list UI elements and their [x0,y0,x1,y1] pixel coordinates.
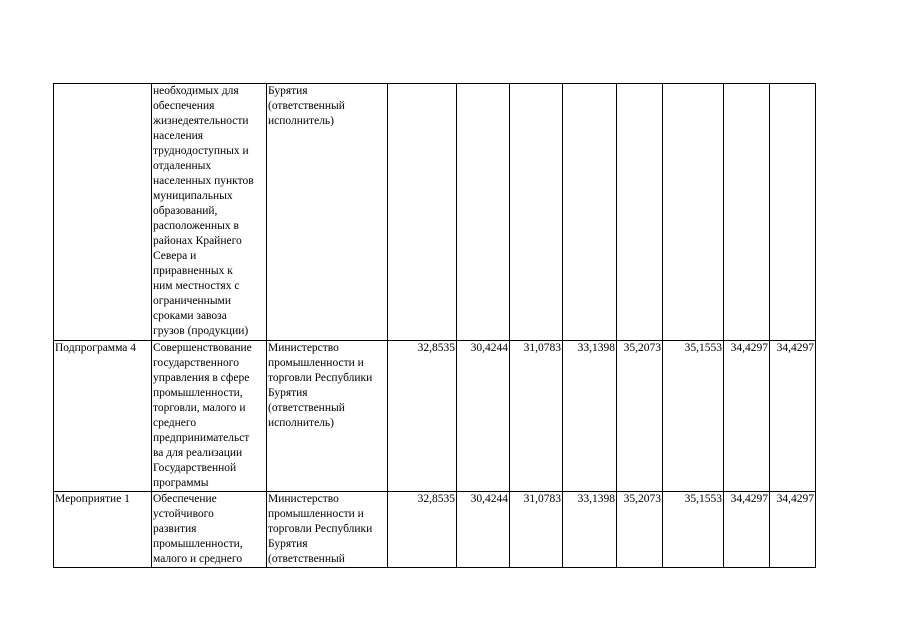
funding-value-cell [563,84,617,341]
table-row [54,341,816,492]
activity-name-line: управления в сфере [153,372,250,384]
activity-name-line: предпринимательст [153,432,250,444]
responsible-executor-line: (ответственный [268,100,345,112]
funding-value-cell: 35,2073 [617,492,663,568]
funding-value-cell: 34,4297 [724,341,770,492]
responsible-executor-line: Бурятия [268,85,308,97]
responsible-executor-line: промышленности и [268,508,364,520]
activity-name-line: труднодоступных и [153,145,249,157]
activity-name-line: муниципальных [153,190,233,202]
funding-value-cell: 31,0783 [510,492,563,568]
activity-name-line: образований, [153,205,218,217]
activity-name-line: сроками завоза [153,310,227,322]
activity-name-line: торговли, малого и [153,402,246,414]
responsible-executor-line: Министерство [268,342,339,354]
activity-name-line: ва для реализации [153,447,243,459]
activity-name-line: ограниченными [153,295,231,307]
activity-name-line: среднего [153,417,197,429]
funding-value-cell: 35,2073 [617,341,663,492]
funding-value-cell: 32,8535 [388,492,457,568]
funding-value-cell: 34,4297 [770,341,816,492]
funding-value-cell: 33,1398 [563,341,617,492]
activity-name-line: Совершенствование [153,342,252,354]
responsible-executor-line: Бурятия [268,538,308,550]
funding-value-cell: 34,4297 [770,492,816,568]
table-row [54,84,816,341]
activity-name-line: развития [153,523,197,535]
responsible-executor-line: торговли Республики [268,372,373,384]
funding-value-cell: 35,1553 [663,492,724,568]
activity-name-cell [152,84,267,341]
responsible-executor-line: торговли Республики [268,523,373,535]
activity-name-line: устойчивого [153,508,214,520]
table-row [54,492,816,568]
funding-value-cell: 33,1398 [563,492,617,568]
activity-name-line: жизнедеятельности [153,115,249,127]
responsible-executor-line: исполнитель) [268,115,335,127]
activity-name-line: населения [153,130,204,142]
activity-name-line: расположенных в [153,220,239,232]
activity-name-line: промышленности, [153,538,243,550]
funding-value-cell: 32,8535 [388,341,457,492]
activity-name-line: районах Крайнего [153,235,242,247]
funding-value-cell [724,84,770,341]
activity-name-line: Государственной [153,462,237,474]
activity-name-line: программы [153,477,209,489]
funding-value-cell [770,84,816,341]
responsible-executor-cell [267,84,388,341]
activity-name-line: Обеспечение [153,493,217,505]
responsible-executor-line: промышленности и [268,357,364,369]
responsible-executor-cell [267,492,388,568]
row-label-cell [54,84,152,341]
responsible-executor-line: (ответственный [268,553,345,565]
activity-name-line: необходимых для [153,85,239,97]
activity-name-line: государственного [153,357,239,369]
activity-name-line: промышленности, [153,387,243,399]
responsible-executor-line: Министерство [268,493,339,505]
funding-value-cell: 35,1553 [663,341,724,492]
funding-value-cell [457,84,510,341]
activity-name-line: грузов (продукции) [153,325,249,337]
budget-table [53,83,816,568]
activity-name-line: ним местностях с [153,280,240,292]
funding-value-cell [388,84,457,341]
activity-name-line: обеспечения [153,100,215,112]
row-label-cell: Мероприятие 1 [54,492,152,568]
responsible-executor-line: исполнитель) [268,417,335,429]
funding-value-cell [510,84,563,341]
activity-name-line: Севера и [153,250,197,262]
activity-name-line: приравненных к [153,265,233,277]
funding-value-cell [663,84,724,341]
responsible-executor-cell [267,341,388,492]
responsible-executor-line: (ответственный [268,402,345,414]
table-body [54,84,816,568]
funding-value-cell: 31,0783 [510,341,563,492]
funding-value-cell [617,84,663,341]
activity-name-cell [152,492,267,568]
funding-value-cell: 30,4244 [457,492,510,568]
funding-value-cell: 30,4244 [457,341,510,492]
activity-name-line: отдаленных [153,160,212,172]
row-label-cell: Подпрограмма 4 [54,341,152,492]
activity-name-line: населенных пунктов [153,175,254,187]
responsible-executor-line: Бурятия [268,387,308,399]
funding-value-cell: 34,4297 [724,492,770,568]
activity-name-cell [152,341,267,492]
activity-name-line: малого и среднего [153,553,243,565]
